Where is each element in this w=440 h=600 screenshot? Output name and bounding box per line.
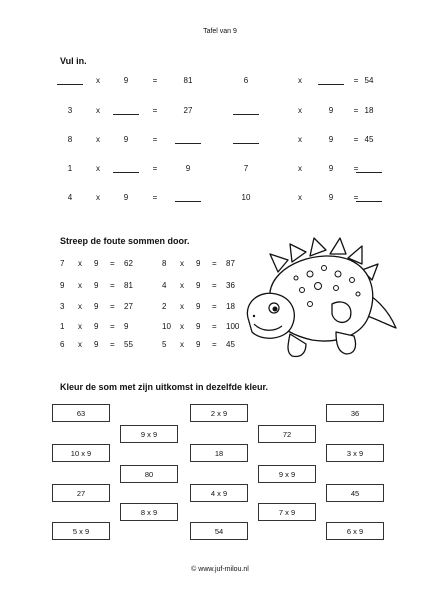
sum-term: 9	[94, 259, 99, 268]
sum-term: =	[212, 259, 217, 268]
sum-term: 62	[124, 259, 133, 268]
equation-term: 6	[243, 76, 249, 85]
dino-plate	[330, 238, 346, 254]
equation-term: 4	[67, 193, 73, 202]
sum-term: 18	[226, 302, 235, 311]
sum-term: x	[78, 322, 82, 331]
match-box[interactable]: 18	[190, 444, 248, 462]
equation-term: x	[96, 135, 100, 144]
equation-term: 9	[328, 164, 334, 173]
equation-term: x	[96, 164, 100, 173]
sum-term: x	[78, 340, 82, 349]
equation-term: 27	[183, 106, 193, 115]
equation-term: =	[152, 193, 158, 202]
answer-blank[interactable]	[355, 164, 383, 175]
equation-term: x	[298, 76, 302, 85]
sum-term: 6	[60, 340, 65, 349]
equation-term: 9	[328, 193, 334, 202]
equation-term: 81	[183, 76, 193, 85]
section1-heading: Vul in.	[60, 56, 87, 66]
dinosaur-illustration	[240, 232, 400, 362]
sum-term: 55	[124, 340, 133, 349]
sum-term: x	[180, 340, 184, 349]
match-box[interactable]: 5 x 9	[52, 522, 110, 540]
dino-leg	[336, 332, 356, 354]
equation-term: 45	[364, 135, 374, 144]
sum-term: 87	[226, 259, 235, 268]
match-box[interactable]: 36	[326, 404, 384, 422]
section3-heading: Kleur de som met zijn uitkomst in dezelfde kleur.	[60, 382, 269, 392]
match-box[interactable]: 9 x 9	[120, 425, 178, 443]
sum-term: 100	[226, 322, 240, 331]
sum-term: =	[212, 322, 217, 331]
answer-blank[interactable]	[355, 193, 383, 204]
equation-term: 9	[123, 76, 129, 85]
equation-term: x	[298, 106, 302, 115]
match-box[interactable]: 54	[190, 522, 248, 540]
page-title: Tafel van 9	[203, 28, 237, 35]
equation-term: x	[96, 106, 100, 115]
match-box[interactable]: 63	[52, 404, 110, 422]
equation-term: x	[298, 164, 302, 173]
equation-term: 9	[328, 135, 334, 144]
equation-term: =	[152, 164, 158, 173]
sum-term: 1	[60, 322, 65, 331]
match-box[interactable]: 27	[52, 484, 110, 502]
sum-term: =	[212, 340, 217, 349]
sum-term: 4	[162, 281, 167, 290]
dino-plate	[310, 238, 326, 256]
match-box[interactable]: 80	[120, 465, 178, 483]
equation-term: =	[353, 135, 359, 144]
equation-term: 9	[185, 164, 191, 173]
match-box[interactable]: 10 x 9	[52, 444, 110, 462]
sum-term: =	[110, 281, 115, 290]
equation-term: =	[353, 106, 359, 115]
sum-term: 9	[60, 281, 65, 290]
equation-term: =	[353, 76, 359, 85]
equation-term: 54	[364, 76, 374, 85]
answer-blank[interactable]	[56, 76, 84, 87]
sum-term: 9	[94, 340, 99, 349]
sum-term: =	[212, 281, 217, 290]
equation-term: 9	[123, 193, 129, 202]
sum-term: 36	[226, 281, 235, 290]
sum-term: 7	[60, 259, 65, 268]
section2-heading: Streep de foute sommen door.	[60, 236, 190, 246]
sum-term: x	[180, 259, 184, 268]
answer-blank[interactable]	[174, 193, 202, 204]
equation-term: 1	[67, 164, 73, 173]
match-box[interactable]: 3 x 9	[326, 444, 384, 462]
sum-term: =	[212, 302, 217, 311]
sum-term: x	[180, 322, 184, 331]
equation-term: x	[298, 193, 302, 202]
equation-term: 3	[67, 106, 73, 115]
sum-term: 9	[196, 322, 201, 331]
match-box[interactable]: 7 x 9	[258, 503, 316, 521]
sum-term: x	[78, 259, 82, 268]
match-box[interactable]: 2 x 9	[190, 404, 248, 422]
equation-term: =	[353, 193, 359, 202]
sum-term: 5	[162, 340, 167, 349]
sum-term: =	[110, 340, 115, 349]
equation-term: =	[353, 164, 359, 173]
sum-term: 9	[94, 302, 99, 311]
sum-term: =	[110, 302, 115, 311]
equation-term: 8	[67, 135, 73, 144]
equation-term: x	[298, 135, 302, 144]
equation-term: 9	[328, 106, 334, 115]
sum-term: =	[110, 259, 115, 268]
sum-term: =	[110, 322, 115, 331]
sum-term: x	[78, 281, 82, 290]
match-box[interactable]: 6 x 9	[326, 522, 384, 540]
sum-term: 45	[226, 340, 235, 349]
sum-term: 9	[196, 302, 201, 311]
answer-blank[interactable]	[112, 164, 140, 175]
equation-term: 7	[243, 164, 249, 173]
match-box[interactable]: 4 x 9	[190, 484, 248, 502]
sum-term: 3	[60, 302, 65, 311]
match-box[interactable]: 45	[326, 484, 384, 502]
equation-term: =	[152, 106, 158, 115]
sum-term: x	[78, 302, 82, 311]
answer-blank[interactable]	[174, 135, 202, 146]
equation-term: 9	[123, 135, 129, 144]
match-box[interactable]: 8 x 9	[120, 503, 178, 521]
sum-term: 9	[94, 322, 99, 331]
equation-term: =	[152, 76, 158, 85]
answer-blank[interactable]	[232, 135, 260, 146]
sum-term: 9	[196, 340, 201, 349]
equation-term: x	[96, 76, 100, 85]
answer-blank[interactable]	[232, 106, 260, 117]
answer-blank[interactable]	[112, 106, 140, 117]
equation-term: 10	[241, 193, 251, 202]
sum-term: 9	[196, 259, 201, 268]
sum-term: 2	[162, 302, 167, 311]
sum-term: x	[180, 281, 184, 290]
equation-term: 18	[364, 106, 374, 115]
sum-term: 9	[196, 281, 201, 290]
sum-term: 9	[124, 322, 129, 331]
footer-credit: © www.juf-milou.nl	[191, 566, 249, 573]
sum-term: 81	[124, 281, 133, 290]
answer-blank[interactable]	[317, 76, 345, 87]
sum-term: 8	[162, 259, 167, 268]
sum-term: 10	[162, 322, 171, 331]
equation-term: =	[152, 135, 158, 144]
equation-term: x	[96, 193, 100, 202]
sum-term: x	[180, 302, 184, 311]
match-box[interactable]: 9 x 9	[258, 465, 316, 483]
dino-arm	[332, 302, 351, 322]
match-box[interactable]: 72	[258, 425, 316, 443]
sum-term: 9	[94, 281, 99, 290]
sum-term: 27	[124, 302, 133, 311]
